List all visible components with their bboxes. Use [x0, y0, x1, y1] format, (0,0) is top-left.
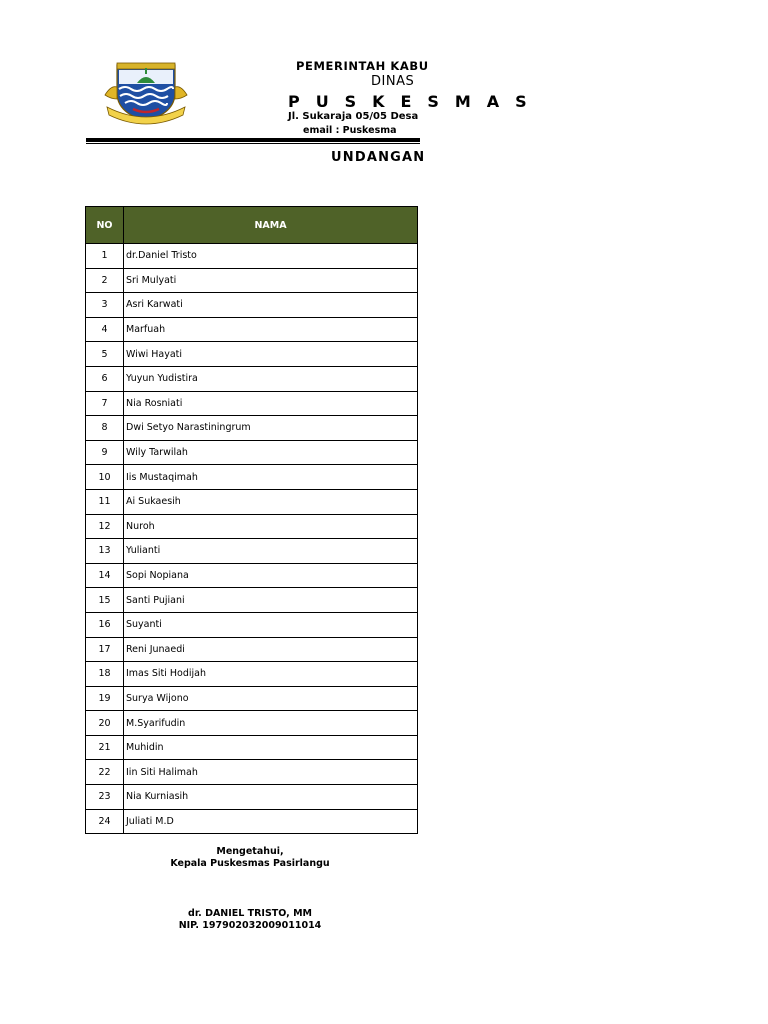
signature-position: Kepala Puskesmas Pasirlangu: [170, 858, 330, 869]
table-row: [86, 366, 418, 391]
table-row: [86, 514, 418, 539]
row-number: 18: [86, 662, 124, 687]
row-number: 12: [86, 514, 124, 539]
row-number: 22: [86, 760, 124, 785]
document-title: UNDANGAN: [331, 150, 426, 165]
row-name: Wiwi Hayati: [124, 342, 418, 367]
row-name: Juliati M.D: [124, 809, 418, 834]
letterhead-divider: [86, 138, 420, 142]
row-number: 8: [86, 416, 124, 441]
row-name: Reni Junaedi: [124, 637, 418, 662]
table-row: [86, 686, 418, 711]
row-name: Nia Rosniati: [124, 391, 418, 416]
table-row: [86, 711, 418, 736]
table-row: [86, 244, 418, 269]
row-number: 23: [86, 785, 124, 810]
table-row: [86, 563, 418, 588]
table-row: [86, 637, 418, 662]
table-row: [86, 612, 418, 637]
row-number: 24: [86, 809, 124, 834]
table-row: [86, 317, 418, 342]
table-row: [86, 809, 418, 834]
row-number: 7: [86, 391, 124, 416]
letterhead-address: Jl. Sukaraja 05/05 Desa: [288, 111, 419, 122]
table-row: [86, 268, 418, 293]
row-number: 1: [86, 244, 124, 269]
letterhead-divider-thin: [86, 143, 420, 144]
row-name: Santi Pujiani: [124, 588, 418, 613]
table-row: [86, 760, 418, 785]
table-row: [86, 735, 418, 760]
row-name: Sopi Nopiana: [124, 563, 418, 588]
table-row: [86, 293, 418, 318]
row-name: Nia Kurniasih: [124, 785, 418, 810]
row-number: 19: [86, 686, 124, 711]
row-number: 16: [86, 612, 124, 637]
letterhead: [0, 0, 532, 200]
table-body: [86, 244, 418, 834]
row-name: Suyanti: [124, 612, 418, 637]
row-name: Yuyun Yudistira: [124, 366, 418, 391]
row-number: 11: [86, 489, 124, 514]
row-name: Ai Sukaesih: [124, 489, 418, 514]
row-number: 15: [86, 588, 124, 613]
table-row: [86, 342, 418, 367]
table-row: [86, 416, 418, 441]
signature-acknowledged: Mengetahui,: [216, 846, 284, 857]
row-number: 20: [86, 711, 124, 736]
row-number: 13: [86, 539, 124, 564]
row-name: Wily Tarwilah: [124, 440, 418, 465]
row-name: dr.Daniel Tristo: [124, 244, 418, 269]
row-name: Marfuah: [124, 317, 418, 342]
row-number: 10: [86, 465, 124, 490]
row-name: Dwi Setyo Narastiningrum: [124, 416, 418, 441]
row-number: 21: [86, 735, 124, 760]
row-name: Surya Wijono: [124, 686, 418, 711]
letterhead-government: PEMERINTAH KABU: [296, 59, 429, 73]
letterhead-puskesmas: P U S K E S M A S: [288, 92, 532, 111]
row-number: 5: [86, 342, 124, 367]
row-number: 6: [86, 366, 124, 391]
row-number: 14: [86, 563, 124, 588]
row-name: Asri Karwati: [124, 293, 418, 318]
row-name: Iis Mustaqimah: [124, 465, 418, 490]
regency-emblem-icon: [103, 59, 189, 125]
table-row: [86, 662, 418, 687]
row-name: Sri Mulyati: [124, 268, 418, 293]
letterhead-email: email : Puskesma: [303, 125, 397, 136]
row-number: 3: [86, 293, 124, 318]
row-name: Muhidin: [124, 735, 418, 760]
table-row: [86, 391, 418, 416]
table-row: [86, 440, 418, 465]
table-row: [86, 785, 418, 810]
row-name: Yulianti: [124, 539, 418, 564]
letterhead-agency: DINAS: [371, 74, 415, 89]
row-name: M.Syarifudin: [124, 711, 418, 736]
row-number: 4: [86, 317, 124, 342]
table-header-row: [86, 207, 418, 244]
signature-name: dr. DANIEL TRISTO, MM: [188, 908, 312, 919]
column-header-no: NO: [86, 207, 124, 244]
table-row: [86, 465, 418, 490]
invitee-table: [85, 206, 418, 834]
row-name: Nuroh: [124, 514, 418, 539]
row-number: 2: [86, 268, 124, 293]
table-row: [86, 588, 418, 613]
row-name: Imas Siti Hodijah: [124, 662, 418, 687]
row-number: 17: [86, 637, 124, 662]
row-name: Iin Siti Halimah: [124, 760, 418, 785]
column-header-name: NAMA: [124, 207, 418, 244]
row-number: 9: [86, 440, 124, 465]
table-row: [86, 539, 418, 564]
signature-nip: NIP. 197902032009011014: [178, 920, 322, 931]
table-row: [86, 489, 418, 514]
